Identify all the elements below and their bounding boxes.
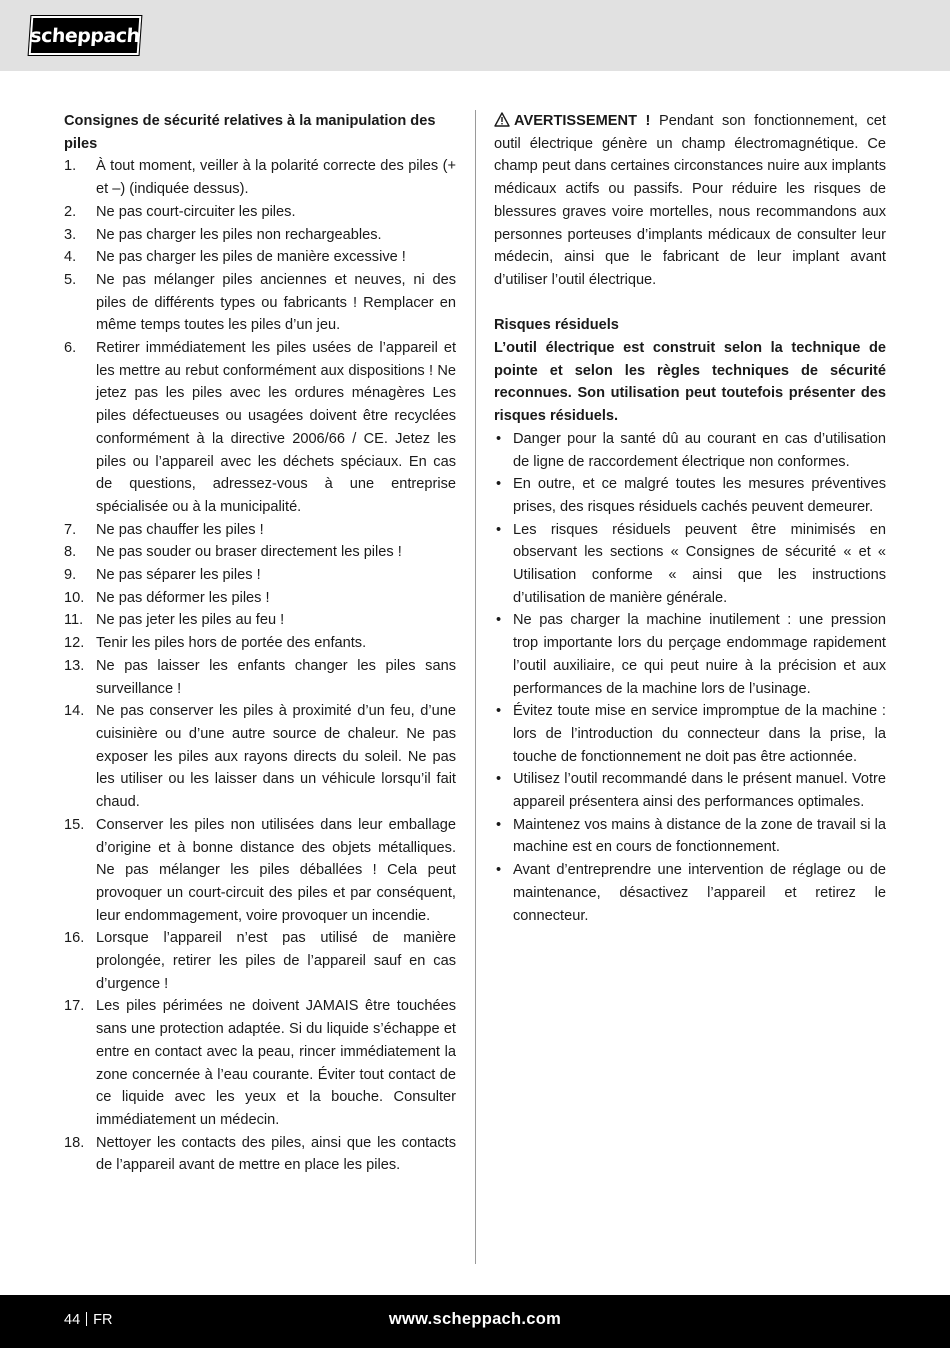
list-item <box>64 269 456 337</box>
page-number: 44 <box>64 1312 81 1328</box>
list-item <box>64 700 456 814</box>
battery-safety-heading: Consignes de sécurité relatives à la manipulation des piles <box>64 113 436 152</box>
bullet-icon: • <box>496 862 502 879</box>
website-link[interactable]: www.scheppach.com <box>388 1310 562 1328</box>
list-item-text: Ne pas mélanger piles anciennes et neuves, ni des piles de différents types ou fabricants ! Remplacer en même temps toutes les piles d’un jeu. <box>96 271 456 334</box>
warning-paragraph <box>494 110 886 292</box>
list-item <box>64 337 456 519</box>
list-item-number: 2. <box>64 203 77 220</box>
list-item-text: Tenir les piles hors de portée des enfants. <box>96 635 367 652</box>
list-item-number: 1. <box>64 158 77 175</box>
list-item <box>64 814 456 928</box>
bullet-icon: • <box>496 430 502 447</box>
list-item <box>64 655 456 700</box>
list-item-number: 17. <box>64 998 85 1015</box>
list-item-number: 6. <box>64 340 77 357</box>
header-band <box>0 0 950 71</box>
warning-label: AVERTISSEMENT ! <box>514 113 651 129</box>
list-item-number: 7. <box>64 521 77 538</box>
list-item-number: 16. <box>64 930 85 947</box>
list-item-text: Ne pas conserver les piles à proximité d’un feu, d’une cuisinière ou d’une autre source de chaleur. Ne pas exposer les piles aux rayons directs du soleil. Ne pas les utiliser ou les laisser dans un véhicule lorsqu’il fait chaud. <box>96 703 456 811</box>
list-item <box>64 587 456 610</box>
list-item-number: 13. <box>64 657 85 674</box>
list-item <box>64 541 456 564</box>
bullet-text: Avant d’entreprendre une intervention de réglage ou de maintenance, désactivez l’appareil et retirez le connecteur. <box>513 862 886 924</box>
warning-text: Pendant son fonctionnement, cet outil électrique génère un champ électromagnétique. Ce champ peut dans certaines circonstances nuire aux implants médicaux actifs ou passifs. Pour réduire les risques de blessures graves voire mortelles, nous recommandons aux personnes porteuses d’implants médicaux de consulter leur médecin, ainsi que le fabricant de leur implant avant d’utiliser l’outil électrique. <box>494 113 886 288</box>
footer-band <box>0 1295 950 1348</box>
bullet-text: Les risques résiduels peuvent être minimisés en observant les sections « Consignes de sécurité « et « Utilisation conforme « ainsi que les instructions d’utilisation de manière générale. <box>513 521 886 606</box>
list-item-text: Ne pas séparer les piles ! <box>96 567 261 584</box>
bullet-text: Évitez toute mise en service impromptue de la machine : lors de l’introduction du connecteur dans la prise, la touche de fonctionnement ne doit pas être actionnée. <box>513 703 886 765</box>
list-item-number: 11. <box>64 612 84 629</box>
list-item-number: 18. <box>64 1134 85 1151</box>
residual-risks-intro: L’outil électrique est construit selon la technique de pointe et selon les règles techniques de sécurité reconnues. Son utilisation peut toutefois présenter des risques résiduels. <box>494 340 886 425</box>
bullet-text: Maintenez vos mains à distance de la zone de travail si la machine est en cours de fonctionnement. <box>513 816 886 856</box>
list-item-text: Ne pas charger les piles de manière excessive ! <box>96 249 406 266</box>
residual-risks-list <box>494 428 886 927</box>
bullet-icon: • <box>496 476 502 493</box>
list-item-text: Nettoyer les contacts des piles, ainsi que les contacts de l’appareil avant de mettre en place les piles. <box>96 1134 456 1174</box>
bullet-text: Danger pour la santé dû au courant en cas d’utilisation de ligne de raccordement électrique non conformes. <box>513 430 886 470</box>
list-item-text: Ne pas chauffer les piles ! <box>96 521 264 538</box>
bullet-icon: • <box>496 771 502 788</box>
list-item <box>64 201 456 224</box>
list-item <box>64 155 456 200</box>
list-item-text: Lorsque l’appareil n’est pas utilisé de manière prolongée, retirer les piles de l’appareil sauf en cas d’urgence ! <box>96 930 456 992</box>
list-item-text: Retirer immédiatement les piles usées de l’appareil et les mettre au rebut conformément aux dispositions ! Ne jetez pas les piles avec les ordures ménagères Les piles défectueuses ou usagées doivent être recyclées conformément à la directive 2006/66 / CE. Jetez les piles ou l’appareil avec les déchets spéciaux. En cas de questions, adressez-vous à une entreprise spécialisée ou à la municipalité. <box>96 340 456 515</box>
list-item <box>64 632 456 655</box>
bullet-item <box>494 859 886 927</box>
list-item-number: 10. <box>64 589 85 606</box>
right-column <box>494 110 886 927</box>
list-item-text: Ne pas jeter les piles au feu ! <box>96 612 285 629</box>
bullet-item <box>494 609 886 700</box>
list-item <box>64 519 456 542</box>
bullet-text: Utilisez l’outil recommandé dans le présent manuel. Votre appareil présentera ainsi des performances optimales. <box>513 771 886 811</box>
bullet-item <box>494 700 886 768</box>
bullet-icon: • <box>496 816 502 833</box>
brand-logo: scheppach <box>29 16 142 55</box>
list-item-number: 14. <box>64 703 85 720</box>
list-item-number: 12. <box>64 635 85 652</box>
bullet-icon: • <box>496 612 502 629</box>
battery-safety-list <box>64 155 456 1177</box>
language-code: FR <box>93 1312 113 1328</box>
bullet-text: En outre, et ce malgré toutes les mesures préventives prises, des risques résiduels cachés peuvent demeurer. <box>513 476 886 515</box>
list-item-number: 9. <box>64 567 77 584</box>
list-item-text: Les piles périmées ne doivent JAMAIS être touchées sans une protection adaptée. Si du liquide s’échappe et entre en contact avec la peau, rincer immédiatement la zone concernée à l’eau courante. Éviter tout contact de ce liquide avec les yeux et la bouche. Consulter immédiatement un médecin. <box>96 998 456 1128</box>
list-item-text: Conserver les piles non utilisées dans leur emballage d’origine et à bonne distance des objets métalliques. Ne pas mélanger les piles déballées ! Cela peut provoquer un court-circuit des piles et par conséquent, leur endommagement, voire provoquer un incendie. <box>96 816 456 924</box>
list-item <box>64 224 456 247</box>
list-item-number: 8. <box>64 544 77 561</box>
bullet-item <box>494 768 886 813</box>
list-item-text: Ne pas charger les piles non rechargeables. <box>96 226 382 243</box>
list-item <box>64 1132 456 1177</box>
column-divider <box>475 110 476 1264</box>
list-item <box>64 927 456 995</box>
bullet-item <box>494 428 886 473</box>
list-item-number: 4. <box>64 249 77 266</box>
list-item-text: Ne pas déformer les piles ! <box>96 589 270 606</box>
list-item <box>64 995 456 1131</box>
list-item-number: 15. <box>64 816 85 833</box>
bullet-item <box>494 814 886 859</box>
bullet-item <box>494 473 886 518</box>
left-column <box>64 110 456 1177</box>
list-item-text: Ne pas laisser les enfants changer les piles sans surveillance ! <box>96 657 456 697</box>
list-item-text: À tout moment, veiller à la polarité correcte des piles (+ et –) (indiquée dessus). <box>96 158 456 198</box>
list-item <box>64 564 456 587</box>
warning-triangle-icon <box>494 112 510 127</box>
bullet-item <box>494 519 886 610</box>
residual-risks-heading: Risques résiduels <box>494 317 619 334</box>
list-item <box>64 609 456 632</box>
list-item-text: Ne pas souder ou braser directement les piles ! <box>96 544 402 561</box>
bullet-icon: • <box>496 521 502 538</box>
list-item-number: 5. <box>64 271 77 288</box>
list-item-text: Ne pas court-circuiter les piles. <box>96 203 296 220</box>
list-item <box>64 246 456 269</box>
bullet-icon: • <box>496 703 502 720</box>
list-item-number: 3. <box>64 226 77 243</box>
bullet-text: Ne pas charger la machine inutilement : une pression trop importante lors du perçage endommage rapidement l’outil auxiliaire, ce qui peut nuire à la précision et aux performances de la machine lors de l’usinage. <box>513 612 886 697</box>
